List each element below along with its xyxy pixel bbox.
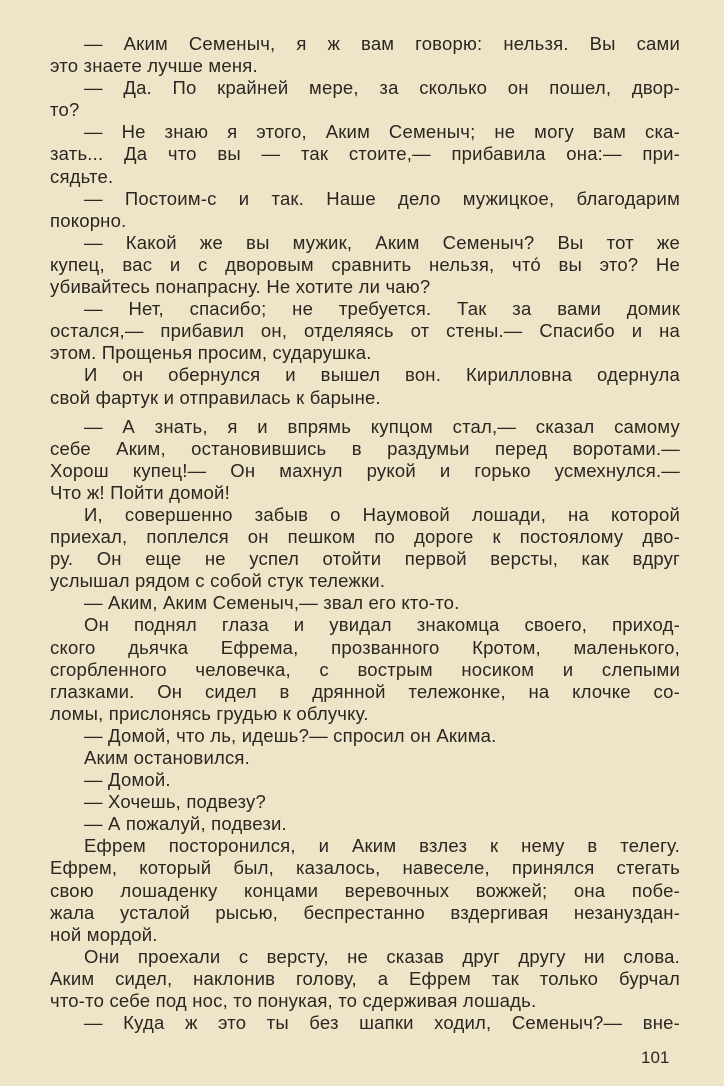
text-line: убивайтесь понапрасну. Не хотите ли чаю? [50, 276, 431, 298]
text-line: — Да. По крайней мере, за сколько он пошел, двор- [84, 77, 680, 99]
text-line: жала усталой рысью, беспрестанно вздергивая незануздан- [50, 901, 680, 923]
text-line: Аким сидел, наклонив голову, а Ефрем так только бурчал [50, 967, 680, 989]
text-line: Они проехали с версту, не сказав друг другу ни слова. [84, 945, 680, 967]
text-line: — Какой же вы мужик, Аким Семеныч? Вы тот же [84, 231, 680, 253]
text-line: свою лошаденку концами веревочных вожжей; она побе- [50, 879, 680, 901]
text-line: ломы, прислонясь грудью к облучку. [50, 702, 369, 724]
text-line: Хорош купец!— Он махнул рукой и горько усмехнулся.— [50, 459, 680, 481]
text-line: приехал, поплелся он пешком по дороге к постоялому дво- [50, 526, 680, 548]
text-line: — А пожалуй, подвези. [84, 813, 287, 835]
text-line: это знаете лучше меня. [50, 55, 258, 77]
paragraph [50, 364, 680, 408]
text-line: — Аким Семеныч, я ж вам говорю: нельзя. Вы сами [84, 33, 680, 54]
text-line: — Хочешь, подвезу? [84, 791, 266, 813]
text-line: — Постоим-с и так. Наше дело мужицкое, благодарим [84, 187, 680, 209]
text-line: — Нет, спасибо; не требуется. Так за вами домик [84, 298, 680, 320]
text-line: И он обернулся и вышел вон. Кирилловна одернула [84, 364, 680, 386]
text-line: остался,— прибавил он, отделяясь от стены.— Спасибо и на [50, 320, 680, 342]
paragraph [50, 121, 680, 187]
page-number: 101 [641, 1048, 670, 1067]
text-line: сядьте. [50, 165, 114, 187]
text-line: ского дьячка Ефрема, прозванного Кротом, маленького, [50, 636, 680, 658]
text-line: то? [50, 99, 80, 121]
paragraph [50, 813, 680, 835]
paragraph [50, 77, 680, 121]
text-line: глазками. Он сидел в дрянной тележонке, на клочке со- [50, 680, 680, 702]
text-line: Аким остановился. [84, 747, 250, 768]
paragraph [50, 592, 680, 614]
text-line: услышал рядом с собой стук тележки. [50, 570, 386, 592]
paragraph [50, 747, 680, 769]
paragraph [50, 769, 680, 791]
paragraph [50, 33, 680, 77]
text-line: что-то себе под нос, то понукая, то сдерживая лошадь. [50, 990, 537, 1012]
text-line: Что ж! Пойти домой! [50, 481, 230, 503]
text-line: этом. Прощенья просим, сударушка. [50, 342, 372, 364]
paragraph [50, 725, 680, 747]
text-line: ной мордой. [50, 923, 158, 945]
text-line: — Домой, что ль, идешь?— спросил он Акима. [84, 724, 497, 746]
paragraph [50, 614, 680, 724]
text-line: — Домой. [84, 769, 171, 791]
text-line: себе Аким, остановившись в раздумьи перед воротами.— [50, 437, 680, 459]
page-body-text [50, 33, 680, 1034]
text-line: И, совершенно забыв о Наумовой лошади, на которой [84, 503, 680, 525]
text-line: свой фартук и отправилась к барыне. [50, 386, 381, 408]
text-line: покорно. [50, 209, 127, 231]
paragraph [50, 232, 680, 298]
text-line: зать... Да что вы — так стоите,— прибавила она:— при- [50, 143, 680, 165]
text-line: — Куда ж это ты без шапки ходил, Семеныч?— вне- [84, 1012, 680, 1034]
text-line: — А знать, я и впрямь купцом стал,— сказал самому [84, 415, 680, 437]
paragraph [50, 416, 680, 504]
paragraph [50, 946, 680, 1012]
text-line: Ефрем, который был, казалось, навеселе, принялся стегать [50, 857, 680, 879]
text-line: Он поднял глаза и увидал знакомца своего, приход- [84, 614, 680, 636]
text-line: — Не знаю я этого, Аким Семеныч; не могу вам ска- [84, 121, 680, 143]
text-line: Ефрем посторонился, и Аким взлез к нему в телегу. [84, 835, 680, 857]
paragraph [50, 791, 680, 813]
paragraph [50, 298, 680, 364]
text-line: — Аким, Аким Семеныч,— звал его кто-то. [84, 592, 460, 614]
paragraph [50, 835, 680, 945]
text-line: купец, вас и с дворовым сравнить нельзя, что́ вы это? Не [50, 253, 680, 275]
paragraph [50, 1012, 680, 1034]
paragraph [50, 188, 680, 232]
paragraph [50, 504, 680, 592]
text-line: сгорбленного человечка, с вострым носиком и слепыми [50, 658, 680, 680]
text-line: ру. Он еще не успел отойти первой версты, как вдруг [50, 548, 680, 570]
